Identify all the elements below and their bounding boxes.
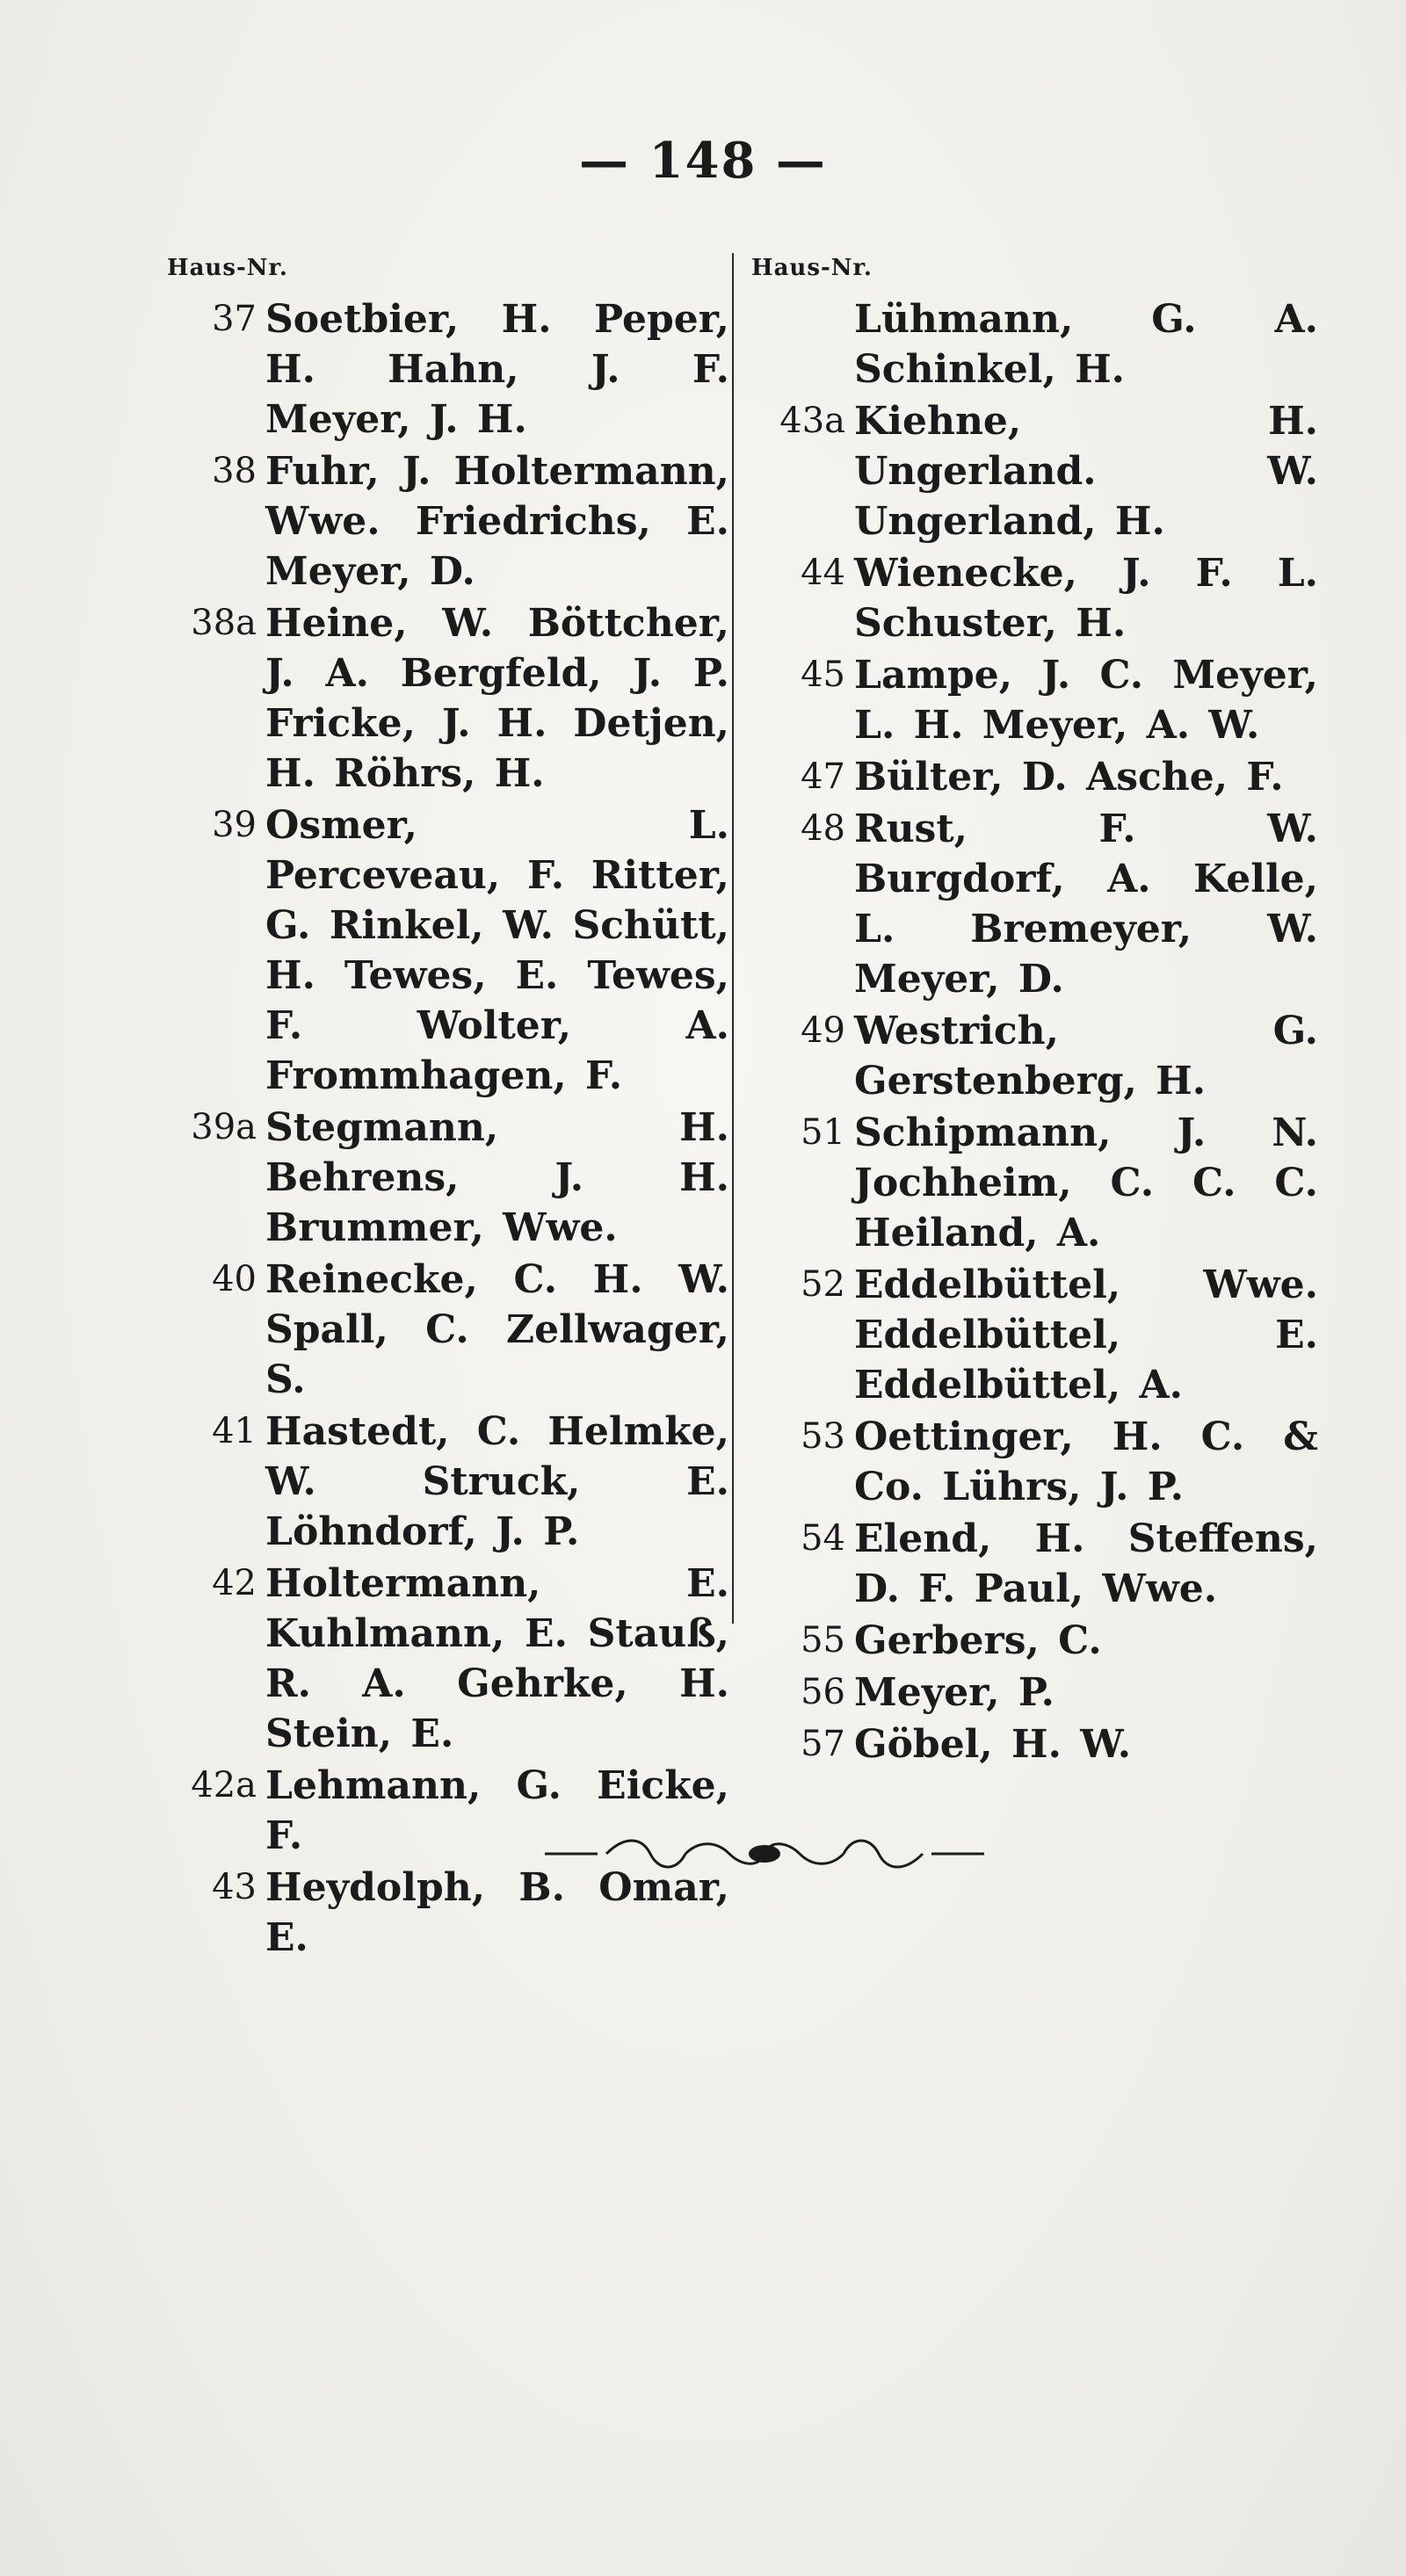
house-number: 52	[801, 1264, 845, 1305]
house-number: 41	[212, 1411, 257, 1451]
residents-text: Kiehne, H. Ungerland. W. Ungerland, H.	[854, 399, 1318, 544]
residents-text: Wienecke, J. F. L. Schuster, H.	[854, 551, 1318, 646]
list-item	[756, 294, 1318, 394]
list-item	[756, 548, 1318, 648]
residents-text: Göbel, H. W.	[854, 1722, 1132, 1767]
house-number: 39	[212, 805, 257, 845]
residents-text: Soetbier, H. Peper, H. Hahn, J. F. Meyer, J. H.	[265, 297, 729, 442]
house-number: 37	[212, 299, 257, 339]
house-number: 53	[801, 1416, 845, 1457]
list-item	[167, 1407, 729, 1557]
list-item	[167, 1559, 729, 1759]
list-item	[167, 1103, 729, 1253]
list-item	[167, 446, 729, 597]
residents-text: Heine, W. Böttcher, J. A. Bergfeld, J. P. Fricke, J. H. Detjen, H. Röhrs, H.	[265, 601, 729, 796]
residents-text: Meyer, P.	[854, 1670, 1054, 1715]
residents-text: Gerbers, C.	[854, 1618, 1102, 1663]
residents-text: Bülter, D. Asche, F.	[854, 755, 1284, 800]
house-number: 51	[801, 1112, 845, 1153]
residents-text: Oettinger, H. C. & Co. Lührs, J. P.	[854, 1415, 1318, 1509]
list-item	[167, 598, 729, 799]
residents-text: Stegmann, H. Behrens, J. H. Brummer, Wwe.	[265, 1105, 729, 1250]
residents-text: Lehmann, G. Eicke, F.	[265, 1763, 729, 1858]
house-number: 45	[801, 655, 845, 695]
house-number: 38	[212, 451, 257, 491]
residents-text: Osmer, L. Perceveau, F. Ritter, G. Rinkel, W. Schütt, H. Tewes, E. Tewes, F. Wolter, A. Frommhagen, F.	[265, 803, 729, 1098]
house-number: 49	[801, 1010, 845, 1051]
house-number: 39a	[191, 1107, 257, 1147]
list-item	[167, 294, 729, 445]
residents-text: Lampe, J. C. Meyer, L. H. Meyer, A. W.	[854, 653, 1318, 748]
list-item	[756, 396, 1318, 546]
ornament-divider	[545, 1827, 984, 1880]
left-column-header: Haus-Nr.	[167, 255, 288, 281]
house-number: 56	[801, 1672, 845, 1712]
residents-text: Eddelbüttel, Wwe. Eddelbüttel, E. Eddelbüttel, A.	[854, 1263, 1318, 1407]
column-divider	[732, 253, 734, 1624]
residents-text: Rust, F. W. Burgdorf, A. Kelle, L. Bremeyer, W. Meyer, D.	[854, 807, 1318, 1002]
house-number: 55	[801, 1620, 845, 1661]
residents-text: Elend, H. Steffens, D. F. Paul, Wwe.	[854, 1516, 1318, 1611]
left-column	[167, 294, 729, 1965]
list-item	[756, 1260, 1318, 1410]
list-item	[167, 800, 729, 1101]
list-item	[167, 1255, 729, 1405]
house-number: 54	[801, 1518, 845, 1559]
list-item	[756, 804, 1318, 1004]
right-column	[756, 294, 1318, 1771]
list-item	[756, 1719, 1318, 1769]
list-item	[756, 1668, 1318, 1718]
residents-text: Fuhr, J. Holtermann, Wwe. Friedrichs, E. Meyer, D.	[265, 449, 729, 594]
house-number: 42	[212, 1563, 257, 1603]
house-number: 38a	[191, 603, 257, 643]
right-column-header: Haus-Nr.	[751, 255, 873, 281]
house-number: 40	[212, 1259, 257, 1299]
list-item	[756, 1616, 1318, 1666]
list-item	[756, 752, 1318, 802]
residents-text: Schipmann, J. N. Jochheim, C. C. C. Heiland, A.	[854, 1111, 1318, 1255]
list-item	[756, 1006, 1318, 1106]
list-item	[756, 1108, 1318, 1258]
residents-text: Heydolph, B. Omar, E.	[265, 1865, 729, 1960]
house-number: 42a	[191, 1765, 257, 1805]
house-number: 57	[801, 1724, 845, 1764]
list-item	[756, 1412, 1318, 1512]
house-number: 43a	[779, 401, 845, 441]
residents-text: Reinecke, C. H. W. Spall, C. Zellwager, S.	[265, 1257, 729, 1402]
list-item	[756, 650, 1318, 750]
house-number: 47	[801, 756, 845, 797]
house-number: 43	[212, 1867, 257, 1907]
house-number: 44	[801, 553, 845, 593]
residents-text: Hastedt, C. Helmke, W. Struck, E. Löhndorf, J. P.	[265, 1409, 729, 1554]
page-number: — 148 —	[579, 132, 827, 190]
house-number: 48	[801, 808, 845, 849]
residents-text: Westrich, G. Gerstenberg, H.	[854, 1009, 1318, 1103]
list-item	[756, 1514, 1318, 1614]
residents-text: Lühmann, G. A. Schinkel, H.	[854, 297, 1318, 392]
residents-text: Holtermann, E. Kuhlmann, E. Stauß, R. A. Gehrke, H. Stein, E.	[265, 1561, 729, 1756]
